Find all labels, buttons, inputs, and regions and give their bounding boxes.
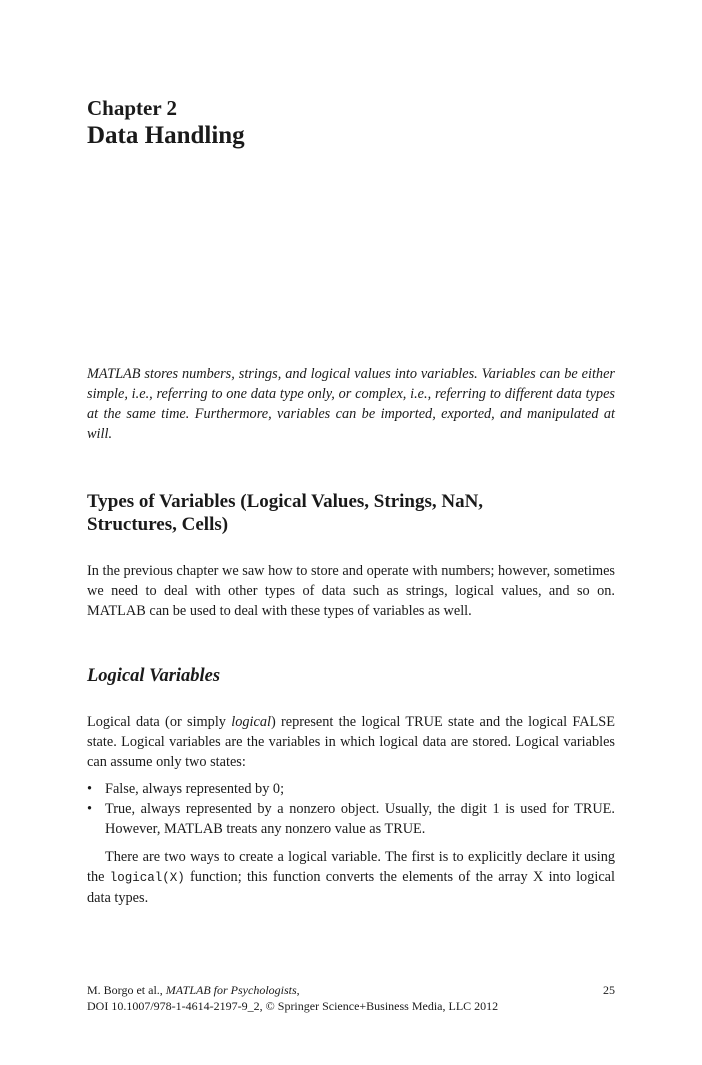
footer-comma: , [296,983,300,997]
paragraph-text: Logical data (or simply [87,714,232,730]
create-logical-paragraph [87,847,615,908]
footer-authors: M. Borgo et al., [87,983,166,997]
bullet-icon: • [87,781,93,797]
list-item-text: True, always represented by a nonzero object. Usually, the digit 1 is used for TRUE. However, MATLAB treats any nonzero value as TRUE. [105,801,615,837]
bullet-icon: • [87,801,93,817]
page-number: 25 [603,983,615,997]
inline-code: logical(X) [109,871,185,885]
emphasized-term: logical [231,714,271,730]
page-footer [87,982,615,1014]
list-item [87,799,615,839]
paragraph-text: function; this function converts the elements of the array X into logical data types. [87,869,615,906]
section-heading: Types of Variables (Logical Values, Strings, NaN, Structures, Cells) [87,491,484,535]
subsection-heading: Logical Variables [87,666,221,686]
doi-line: DOI 10.1007/978-1-4614-2197-9_2, © Springer Science+Business Media, LLC 2012 [87,999,499,1013]
chapter-title: Data Handling [87,122,245,149]
footer-book-title: MATLAB for Psychologists [165,983,297,997]
list-item [87,779,615,799]
logical-data-paragraph [87,712,615,772]
logical-states-list [87,779,615,839]
citation-line [87,982,615,998]
list-item-text: False, always represented by 0; [105,781,285,797]
paragraph-text: ) represent the logical TRUE state and the logical FALSE state. Logical variables are the variables in which logical data are stored. Logical variables can assume only two states: [87,714,615,770]
paragraph-text: There are two ways to create a logical variable. The first is to explicitly declare it using the [87,849,615,885]
section-intro-paragraph: In the previous chapter we saw how to store and operate with numbers; however, sometimes we need to deal with other types of data such as strings, logical values, and so on. MATLAB can be used to deal with these types of variables as well. [87,563,615,619]
chapter-abstract: MATLAB stores numbers, strings, and logical values into variables. Variables can be either simple, i.e., referring to one data type only, or complex, i.e., referring to different data types at the same time. Furthermore, variables can be imported, exported, and manipulated at will. [87,366,615,442]
chapter-label: Chapter 2 [87,96,178,120]
